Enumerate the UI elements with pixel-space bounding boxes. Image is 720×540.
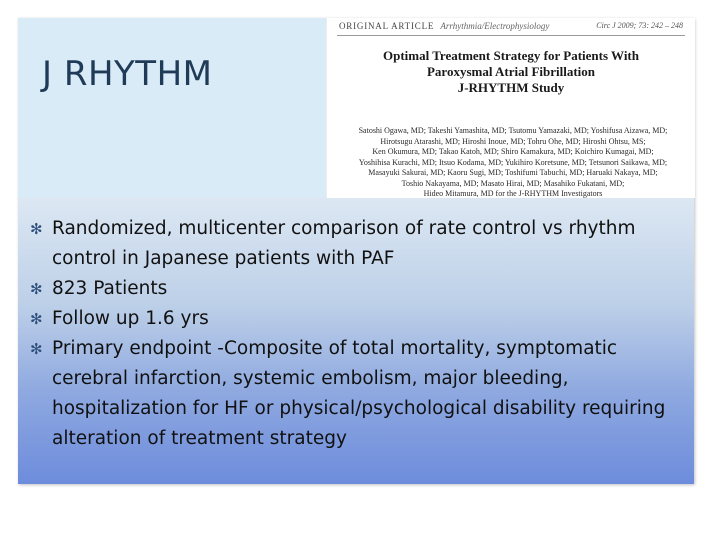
paper-header-rule bbox=[337, 35, 685, 36]
slide-title: J RHYTHM bbox=[42, 54, 213, 94]
bullet-text: Randomized, multicenter comparison of rate control vs rhythm control in Japanese patients with PAF bbox=[52, 218, 636, 269]
paper-title-line: Optimal Treatment Strategy for Patients With bbox=[382, 48, 639, 63]
paper-header bbox=[339, 21, 549, 31]
asterisk-bullet-icon: ✻ bbox=[30, 280, 43, 298]
bullet-item bbox=[30, 334, 690, 454]
paper-subject-label: Arrhythmia/Electrophysiology bbox=[440, 21, 550, 31]
paper-excerpt-image bbox=[326, 18, 695, 198]
paper-author-list bbox=[343, 126, 683, 200]
title-block bbox=[18, 18, 326, 198]
paper-author-line: Hirotsugu Atarashi, MD; Hiroshi Inoue, MD; Tohru Ohe, MD; Hiroshi Ohtsu, MS; bbox=[380, 136, 646, 146]
bullet-item bbox=[30, 214, 690, 274]
paper-title-line: Paroxysmal Atrial Fibrillation bbox=[426, 64, 596, 79]
bullet-text: 823 Patients bbox=[52, 278, 168, 299]
paper-author-line: Yoshihisa Kurachi, MD; Itsuo Kodama, MD; Yukihiro Koretsune, MD; Tetsunori Saikawa, MD; bbox=[358, 157, 668, 167]
paper-title bbox=[335, 48, 687, 96]
paper-author-line: Masayuki Sakurai, MD; Kaoru Sugi, MD; Toshifumi Tabuchi, MD; Haruaki Nakaya, MD; bbox=[368, 168, 658, 177]
bullet-list bbox=[30, 214, 690, 454]
asterisk-bullet-icon: ✻ bbox=[30, 340, 43, 358]
paper-author-line: Satoshi Ogawa, MD; Takeshi Yamashita, MD; Tsutomu Yamazaki, MD; Yoshifusa Aizawa, MD; bbox=[358, 126, 668, 135]
paper-citation: Circ J 2009; 73: 242 – 248 bbox=[596, 21, 683, 30]
bullet-item bbox=[30, 274, 690, 304]
asterisk-bullet-icon: ✻ bbox=[30, 310, 43, 328]
bullet-item bbox=[30, 304, 690, 334]
paper-author-line: Ken Okumura, MD; Takao Katoh, MD; Shiro Kamakura, MD; Koichiro Kumagai, MD; bbox=[372, 147, 654, 156]
bullet-text: Primary endpoint -Composite of total mortality, symptomatic cerebral infarction, systemic embolism, major bleeding, hospitalization for HF or physical/psychological disability requiring alteration of treatment strategy bbox=[52, 338, 666, 449]
paper-title-line: J-RHYTHM Study bbox=[457, 80, 565, 95]
paper-author-line: Toshio Nakayama, MD; Masato Hirai, MD; Masahiko Fukatani, MD; bbox=[401, 178, 625, 188]
asterisk-bullet-icon: ✻ bbox=[30, 220, 43, 238]
paper-section-label: ORIGINAL ARTICLE bbox=[339, 21, 435, 31]
paper-author-line: Hideo Mitamura, MD for the J-RHYTHM Investigators bbox=[423, 189, 603, 198]
bullet-text: Follow up 1.6 yrs bbox=[52, 308, 209, 329]
